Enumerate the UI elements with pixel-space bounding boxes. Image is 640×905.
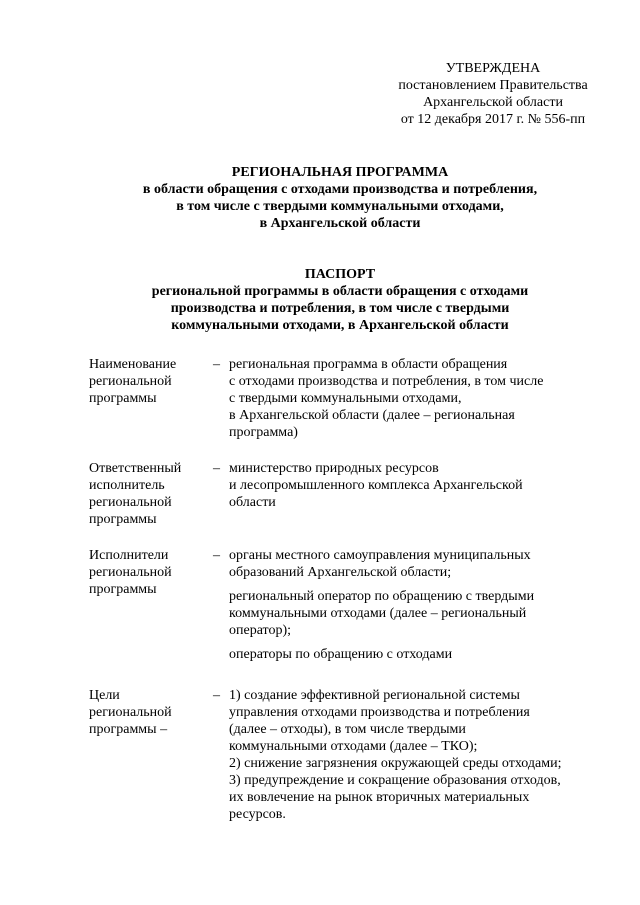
passport-heading-line: коммунальными отходами, в Архангельской области — [171, 318, 509, 333]
row-value-line: управления отходами производства и потребления — [229, 705, 530, 720]
row-value-line: их вовлечение на рынок вторичных материальных — [229, 790, 530, 805]
approval-line: от 12 декабря 2017 г. № 556-пп — [400, 112, 586, 127]
row-value-line: операторы по обращению с отходами — [229, 647, 453, 662]
row-value-line: с твердыми коммунальными отходами, — [229, 391, 462, 406]
passport-heading-line: региональной программы в области обращения с отходами — [151, 284, 529, 299]
row-dash: – — [213, 357, 220, 372]
program-title-line: в Архангельской области — [259, 216, 421, 231]
row-value-line: региональный оператор по обращению с твердыми — [229, 589, 535, 604]
row-label — [89, 356, 207, 407]
row-dash: – — [213, 688, 220, 703]
row-value-line: с отходами производства и потребления, в том числе — [229, 374, 544, 389]
program-title-line: РЕГИОНАЛЬНАЯ ПРОГРАММА — [231, 165, 449, 180]
row-paragraph — [229, 460, 599, 511]
approval-line: Архангельской области — [423, 95, 563, 110]
passport-row-executors — [89, 547, 599, 687]
row-label-line: исполнитель — [89, 478, 165, 493]
row-value-line: оператор); — [229, 623, 292, 638]
passport-heading-line: ПАСПОРТ — [304, 267, 376, 282]
row-value-line: 3) предупреждение и сокращение образования отходов, — [229, 773, 561, 788]
row-label-line: региональной — [89, 374, 172, 389]
row-value-line: коммунальными отходами (далее – региональный — [229, 606, 527, 621]
row-value-line: области — [229, 495, 276, 510]
approval-line: постановлением Правительства — [398, 78, 588, 93]
program-title-line: в том числе с твердыми коммунальными отходами, — [176, 199, 504, 214]
row-label-line: региональной — [89, 705, 172, 720]
row-value-line: ресурсов. — [229, 807, 286, 822]
row-value-line: 1) создание эффективной региональной системы — [229, 688, 520, 703]
row-value-line: органы местного самоуправления муниципальных — [229, 548, 531, 563]
row-paragraph — [229, 356, 599, 441]
row-label — [89, 547, 207, 598]
row-dash: – — [213, 548, 220, 563]
approval-line: УТВЕРЖДЕНА — [445, 61, 541, 76]
row-label-line: программы — [89, 582, 157, 597]
row-label — [89, 687, 207, 738]
row-label-line: региональной — [89, 495, 172, 510]
row-label-line: программы – — [89, 722, 168, 737]
row-value — [229, 460, 599, 511]
passport-row-name — [89, 356, 599, 460]
row-label-line: программы — [89, 391, 157, 406]
row-paragraph — [229, 547, 599, 581]
row-value-line: (далее – отходы), в том числе твердыми — [229, 722, 466, 737]
row-value-line: в Архангельской области (далее – региональная — [229, 408, 515, 423]
program-title — [60, 164, 620, 232]
row-value-line: и лесопромышленного комплекса Архангельской — [229, 478, 523, 493]
row-label — [89, 460, 207, 528]
row-label-line: программы — [89, 512, 157, 527]
passport-heading-line: производства и потребления, в том числе с твердыми — [170, 301, 510, 316]
passport-table — [89, 356, 599, 827]
approval-stamp — [378, 60, 608, 128]
row-dash: – — [213, 461, 220, 476]
passport-row-goals — [89, 687, 599, 827]
row-value — [229, 356, 599, 441]
row-value-line: министерство природных ресурсов — [229, 461, 439, 476]
row-value-line: образований Архангельской области; — [229, 565, 452, 580]
row-value — [229, 547, 599, 663]
row-paragraph — [229, 687, 599, 823]
row-value-line: 2) снижение загрязнения окружающей среды отходами; — [229, 756, 562, 771]
row-paragraph — [229, 588, 599, 639]
row-paragraph — [229, 646, 599, 663]
row-value — [229, 687, 599, 823]
row-label-line: Ответственный — [89, 461, 182, 476]
passport-heading — [60, 266, 620, 334]
row-label-line: Цели — [89, 688, 120, 703]
row-label-line: Исполнители — [89, 548, 169, 563]
program-title-line: в области обращения с отходами производства и потребления, — [142, 182, 538, 197]
row-label-line: Наименование — [89, 357, 177, 372]
passport-row-responsible — [89, 460, 599, 547]
row-value-line: региональная программа в области обращения — [229, 357, 508, 372]
row-label-line: региональной — [89, 565, 172, 580]
row-value-line: коммунальными отходами (далее – ТКО); — [229, 739, 478, 754]
row-value-line: программа) — [229, 425, 298, 440]
